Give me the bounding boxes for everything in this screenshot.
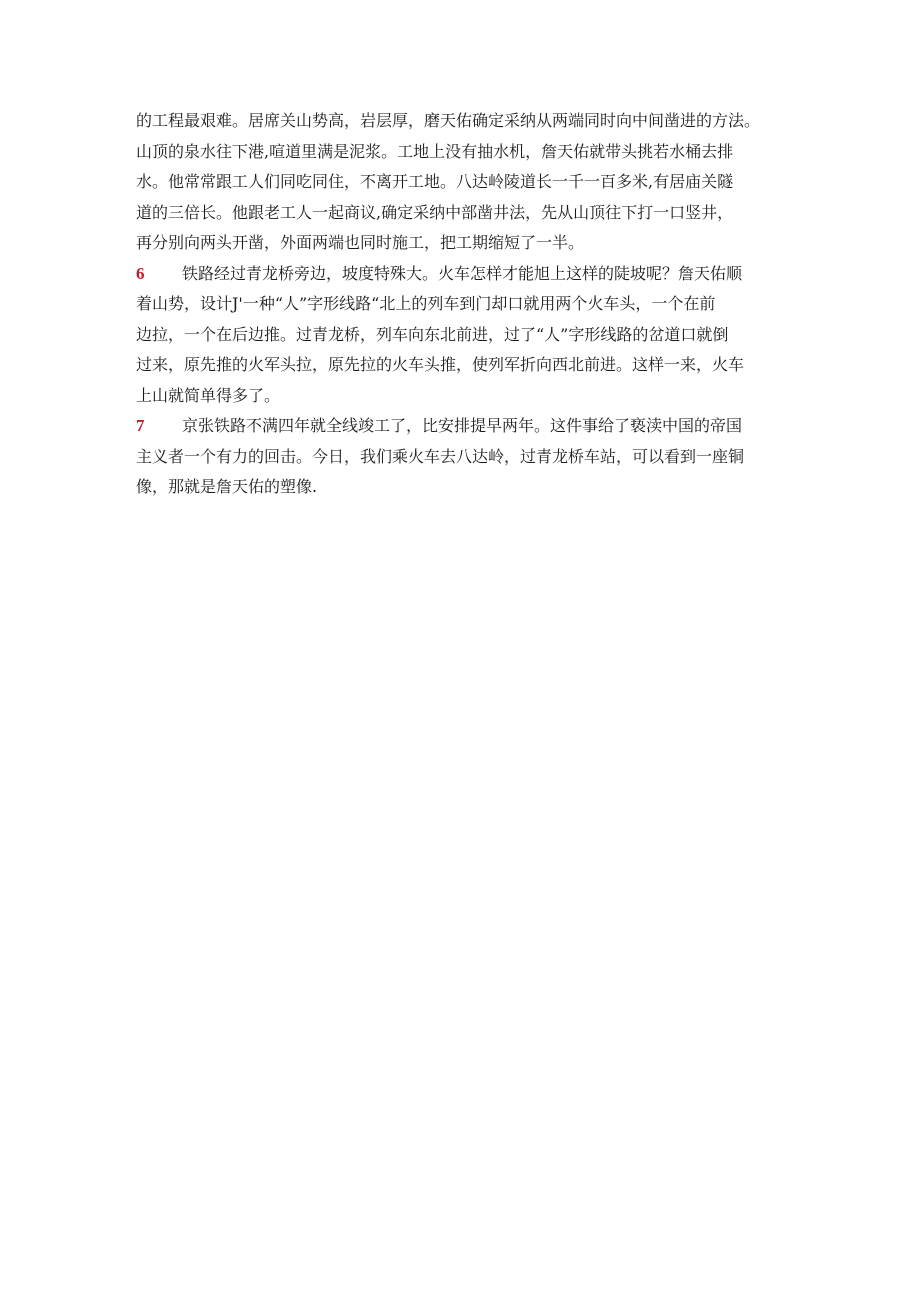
article-text [136, 106, 796, 503]
paragraph-7 [136, 411, 796, 503]
text-line: 过来，原先推的火军头拉，原先拉的火车头推，使列军折向西北前进。这样一来，火车 [136, 355, 745, 374]
text-line: 再分别向两头开凿，外面两端也同时施工，把工期缩短了一半。 [136, 233, 585, 252]
text-line-first [136, 259, 796, 290]
paragraph-number: 7 [136, 416, 145, 435]
paragraph-continuation [136, 106, 796, 259]
text-line: 边拉，一个在后边推。过青龙桥，列车向东北前进，过了“人”字形线路的岔道口就倒 [136, 324, 729, 344]
paragraph-6 [136, 259, 796, 412]
text-line: 铁路经过青龙桥旁边，坡度特殊大。火车怎样才能旭上这样的陡坡呢？詹天佑顺 [182, 263, 743, 283]
text-line: 水。他常常跟工人们同吃同住，不离开工地。八达岭陵道长一千一百多米,有居庙关隧 [136, 172, 734, 191]
text-line: 道的三倍长。他跟老工人一起商议,确定采纳中部凿井法，先从山顶往下打一口竖井， [136, 202, 734, 222]
text-line: 山顶的泉水往下港,喧道里满是泥浆。工地上没有抽水机，詹天佑就带头挑若水桶去排 [136, 141, 734, 161]
text-line: 着山势，设计J'一种“人”字形线路“北上的列车到门却口就用两个火车头，一个在前 [136, 294, 716, 313]
text-line: 的工程最艰难。居席关山势高，岩层厚，磨天佑确定采纳从两端同时向中间凿进的方法。 [136, 111, 761, 130]
paragraph-number: 6 [136, 263, 145, 283]
text-line: 像，那就是詹天佑的塑像. [136, 477, 318, 496]
text-line: 京张铁路不满四年就全线竣工了，比安排提早两年。这件事给了亵渎中国的帝国 [182, 416, 743, 435]
text-line-first [136, 411, 796, 442]
text-line: 上山就简单得多了。 [136, 385, 281, 405]
text-line: 主义者一个有力的回击。今日，我们乘火车去八达岭，过青龙桥车站，可以看到一座铜 [136, 446, 745, 466]
